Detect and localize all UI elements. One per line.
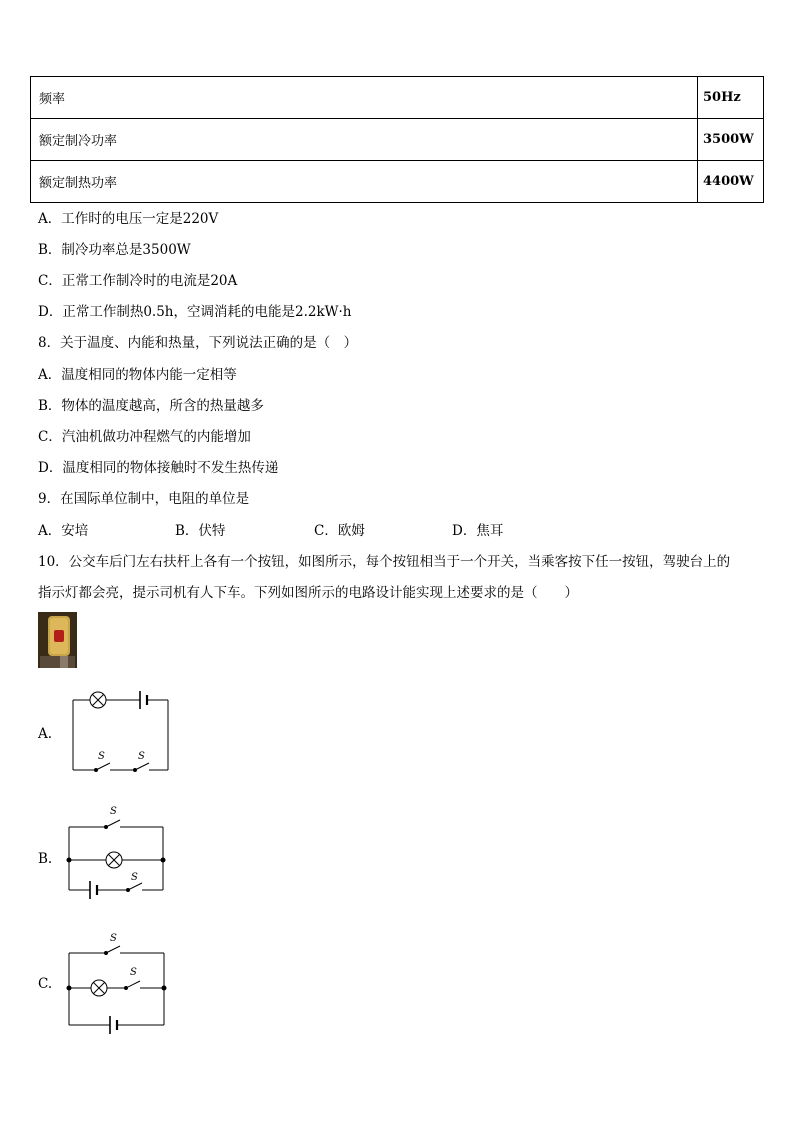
q10-stem-line1: 10．公交车后门左右扶杆上各有一个按钮，如图所示，每个按钮相当于一个开关，当乘客按下任一按钮，驾驶台上的 [38,554,731,570]
switch-label-s2: S [130,967,137,978]
table-cell-value: 3500W [698,119,764,161]
switch-label-s2: S [138,751,145,762]
q8-stem: 8．关于温度、内能和热量，下列说法正确的是（ ） [38,335,358,351]
switch-label-s1: S [110,806,117,817]
q8-option-b: B．物体的温度越高，所含的热量越多 [38,398,264,414]
q8-option-c: C．汽油机做功冲程燃气的内能增加 [38,429,251,445]
q8-option-a: A．温度相同的物体内能一定相等 [38,367,237,383]
table-cell-value: 4400W [698,161,764,203]
spec-table [30,76,764,203]
q7-option-a: A．工作时的电压一定是220V [38,211,219,227]
q8-option-d: D．温度相同的物体接触时不发生热传递 [38,460,279,476]
q9-option-a: A．安培 [38,523,89,539]
q10-option-b-label: B. [38,851,53,867]
switch-label-s1: S [98,751,105,762]
table-cell-label: 频率 [31,77,698,119]
table-row [31,161,764,203]
circuit-diagram-c [62,928,174,1040]
q9-option-c: C．欧姆 [314,523,365,539]
circuit-diagram-b [62,800,174,912]
switch-label-s2: S [131,872,138,883]
table-cell-label: 额定制热功率 [31,161,698,203]
table-row [31,77,764,119]
q9-option-b: B．伏特 [175,523,226,539]
table-row [31,119,764,161]
q10-stem-line2: 指示灯都会亮，提示司机有人下车。下列如图所示的电路设计能实现上述要求的是（ ） [38,585,578,601]
bus-button-photo [38,612,77,668]
q7-option-c: C．正常工作制冷时的电流是20A [38,273,238,289]
q9-stem: 9．在国际单位制中，电阻的单位是 [38,491,250,507]
q7-option-d: D．正常工作制热0.5h，空调消耗的电能是2.2kW·h [38,304,352,320]
q10-option-a-label: A. [38,726,53,742]
q7-option-b: B．制冷功率总是3500W [38,242,191,258]
circuit-diagram-a [62,684,174,776]
table-cell-value: 50Hz [698,77,764,119]
table-cell-label: 额定制冷功率 [31,119,698,161]
switch-label-s1: S [110,933,117,944]
q10-option-c-label: C. [38,976,53,992]
q9-option-d: D．焦耳 [452,523,504,539]
